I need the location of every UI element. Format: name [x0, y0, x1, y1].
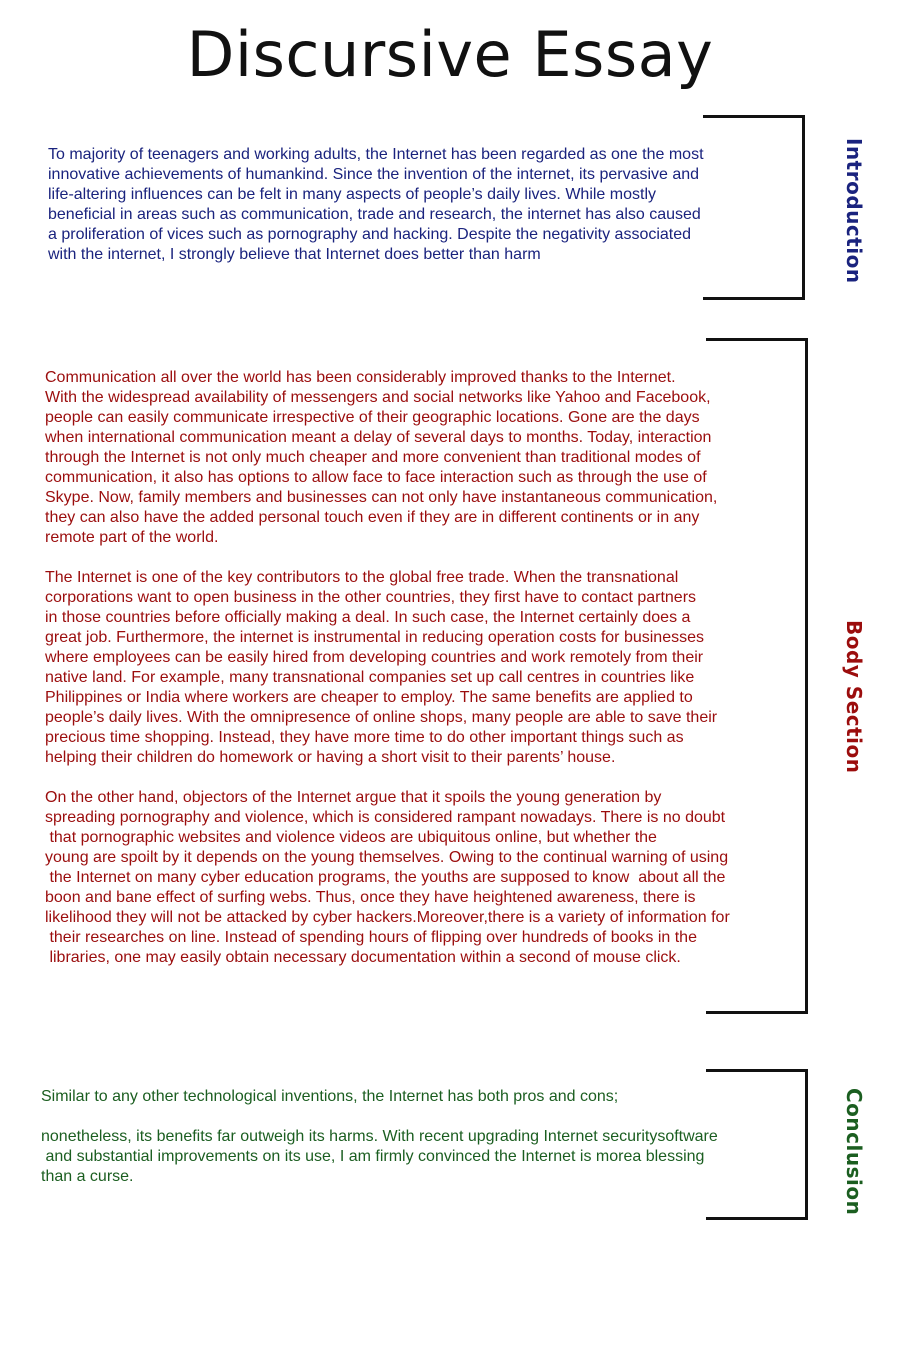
text-line: Similar to any other technological inventions, the Internet has both pros and cons;: [41, 1088, 619, 1105]
page-title: Discursive Essay: [186, 18, 714, 91]
text-line: people’s daily lives. With the omnipresence of online shops, many people are able to save their: [45, 709, 718, 726]
text-line: Skype. Now, family members and businesses can not only have instantaneous communication,: [45, 489, 718, 506]
text-line: precious time shopping. Instead, they have more time to do other important things such as: [45, 729, 684, 746]
body-paragraph-1: [45, 368, 717, 548]
text-line: likelihood they will not be attacked by cyber hackers.Moreover,there is a variety of information for: [45, 909, 730, 926]
text-line: nonetheless, its benefits far outweigh its harms. With recent upgrading Internet securitysoftware: [41, 1128, 718, 1145]
text-line: through the Internet is not only much cheaper and more convenient than traditional modes of: [45, 449, 701, 466]
text-line: libraries, one may easily obtain necessary documentation within a second of mouse click.: [45, 949, 681, 966]
text-line: helping their children do homework or having a short visit to their parents’ house.: [45, 749, 616, 766]
text-line: Communication all over the world has been considerably improved thanks to the Internet.: [45, 369, 676, 386]
text-line: remote part of the world.: [45, 529, 219, 546]
body-bracket: [706, 338, 808, 1014]
introduction-label: Introduction: [842, 138, 866, 284]
text-line: The Internet is one of the key contributors to the global free trade. When the transnational: [45, 569, 679, 586]
text-line: life-altering influences can be felt in many aspects of people’s daily lives. While mostly: [48, 186, 656, 203]
text-line: With the widespread availability of messengers and social networks like Yahoo and Facebook,: [45, 389, 711, 406]
body-paragraph-2: [45, 568, 717, 768]
text-line: spreading pornography and violence, which is considered rampant nowadays. There is no doubt: [45, 809, 726, 826]
body-section-label: Body Section: [842, 620, 866, 774]
text-line: young are spoilt by it depends on the young themselves. Owing to the continual warning of using: [45, 849, 729, 866]
text-line: they can also have the added personal touch even if they are in different continents or in any: [45, 509, 700, 526]
text-line: native land. For example, many transnational companies set up call centres in countries like: [45, 669, 695, 686]
conclusion-label: Conclusion: [842, 1088, 866, 1216]
text-line: great job. Furthermore, the internet is instrumental in reducing operation costs for businesses: [45, 629, 704, 646]
text-line: people can easily communicate irrespective of their geographic locations. Gone are the days: [45, 409, 700, 426]
text-line: their researches on line. Instead of spending hours of flipping over hundreds of books in the: [45, 929, 697, 946]
text-line: that pornographic websites and violence videos are ubiquitous online, but whether the: [45, 829, 657, 846]
text-line: beneficial in areas such as communication, trade and research, the internet has also caused: [48, 206, 701, 223]
text-line: innovative achievements of humankind. Since the invention of the internet, its pervasive and: [48, 166, 700, 183]
conclusion-paragraph-2: [41, 1127, 718, 1187]
text-line: a proliferation of vices such as pornography and hacking. Despite the negativity associated: [48, 226, 692, 243]
text-line: communication, it also has options to allow face to face interaction such as through the use of: [45, 469, 707, 486]
text-line: the Internet on many cyber education programs, the youths are supposed to know about all the: [45, 869, 726, 886]
text-line: with the internet, I strongly believe that Internet does better than harm: [48, 246, 541, 263]
conclusion-paragraph-1: [41, 1087, 618, 1107]
introduction-paragraph: [48, 145, 704, 265]
text-line: corporations want to open business in the other countries, they first have to contact partners: [45, 589, 697, 606]
text-line: than a curse.: [41, 1168, 134, 1185]
text-line: when international communication meant a delay of several days to months. Today, interaction: [45, 429, 712, 446]
conclusion-bracket: [706, 1069, 808, 1220]
text-line: On the other hand, objectors of the Internet argue that it spoils the young generation by: [45, 789, 662, 806]
text-line: To majority of teenagers and working adults, the Internet has been regarded as one the most: [48, 146, 704, 163]
text-line: where employees can be easily hired from developing countries and work remotely from their: [45, 649, 704, 666]
introduction-bracket: [703, 115, 805, 300]
text-line: in those countries before officially making a deal. In such case, the Internet certainly does a: [45, 609, 691, 626]
text-line: and substantial improvements on its use, I am firmly convinced the Internet is morea blessing: [41, 1148, 705, 1165]
text-line: Philippines or India where workers are cheaper to employ. The same benefits are applied to: [45, 689, 693, 706]
body-paragraph-3: [45, 788, 730, 968]
text-line: boon and bane effect of surfing webs. Thus, once they have heightened awareness, there is: [45, 889, 696, 906]
